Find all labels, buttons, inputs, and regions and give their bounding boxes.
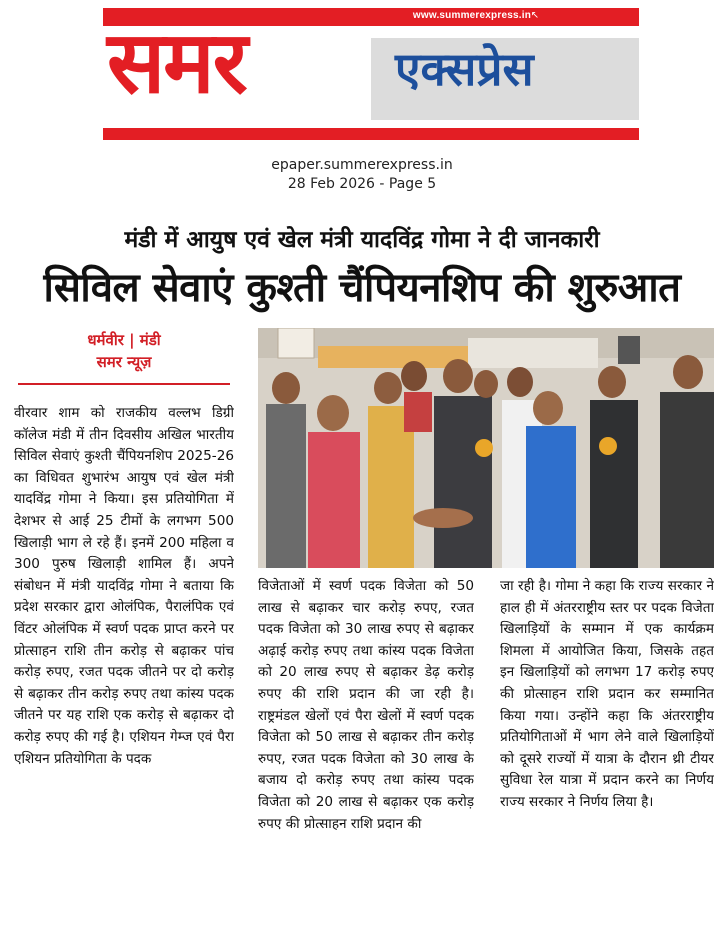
ceremony-photo: [258, 328, 714, 568]
masthead-title-main: समर: [107, 13, 246, 113]
masthead-url[interactable]: www.summerexpress.in: [412, 10, 531, 21]
article-column-3: जा रही है। गोमा ने कहा कि राज्य सरकार ने हाल ही में अंतरराष्ट्रीय स्तर पर पदक विजेता खिलाड़ियों के सम्मान में एक कार्यक्रम शिमला में आयोजित किया, जिसके तहत इन खिलाड़ियों को लगभग 17 करोड़ रुपए की प्रोत्साहन राशि प्रदान कर सम्मानित किया गया। उन्होंने कहा कि अंतरराष्ट्रीय प्रतियोगिताओं में भाग लेने वाले खिलाड़ियों को दूसरे राज्यों में यात्रा के दौरान थ्री टीयर सुविधा रेल यात्रा में प्रदान करने का निर्णय राज्य सरकार ने निर्णय लिया है।: [500, 578, 714, 810]
article-column-2: विजेताओं में स्वर्ण पदक विजेता को 50 लाख से बढ़ाकर चार करोड़ रुपए, रजत पदक विजेता को 30 लाख रुपए से बढ़ाकर अढ़ाई करोड़ रुपए तथा कांस्य पदक विजेता को 20 लाख रुपए से बढ़ाकर डेढ़ करोड़ रुपए की राशि प्रदान की जा रही है। राष्ट्रमंडल खेलों एवं पैरा खेलों में स्वर्ण पदक विजेता को 50 लाख से बढ़ाकर तीन करोड़ रुपए, रजत पदक विजेता को 30 लाख के बजाय दो करोड़ रुपए तथा कांस्य पदक विजेता को 20 लाख से बढ़ाकर एक करोड़ रुपए की प्रोत्साहन राशि प्रदान की: [258, 578, 474, 832]
article-subheadline: मंडी में आयुष एवं खेल मंत्री यादविंद्र गोमा ने दी जानकारी: [124, 227, 600, 253]
byline-author: धर्मवीर | मंडी: [87, 331, 161, 349]
byline-agency: समर न्यूज़: [96, 353, 152, 371]
article-column-1: वीरवार शाम को राजकीय वल्लभ डिग्री कॉलेज मंडी में तीन दिवसीय अखिल भारतीय सिविल सेवाएं कुश्ती चैंपियनशिप 2025-26 का विधिवत शुभारंभ आयुष एवं खेल मंत्री यादविंद्र गोमा ने किया। इस प्रतियोगिता में देशभर से आई 25 टीमों के लगभग 500 खिलाड़ी भाग ले रहे हैं। इनमें 200 महिला व 300 पुरुष खिलाड़ी शामिल हैं। अपने संबोधन में मंत्री यादविंद्र गोमा ने बताया कि प्रदेश सरकार द्वारा ओलंपिक, पैरालंपिक एवं विंटर ओलंपिक में स्वर्ण पदक प्राप्त करने पर प्रोत्साहन राशि तीन करोड़ से बढ़ाकर पांच करोड़ रुपए, रजत पदक जीतने पर दो करोड़ से बढ़ाकर तीन करोड़ रुपए तथा कांस्य पदक जीतने पर यह राशि एक करोड़ से बढ़ाकर दो करोड़ रुपए की गई है। एशियन गेम्ज एवं पैरा एशियन प्रतियोगिता के पदक: [14, 405, 234, 767]
article-headline: सिविल सेवाएं कुश्ती चैंपियनशिप की शुरुआत: [43, 265, 681, 311]
cursor-icon: ↖: [530, 10, 539, 21]
byline: [18, 330, 230, 372]
masthead-bottom-bar: [103, 128, 639, 140]
masthead-title-sub: एक्सप्रेस: [395, 42, 534, 96]
edition-date-page: 28 Feb 2026 - Page 5: [287, 176, 437, 192]
article-photo: [258, 328, 714, 568]
byline-divider: [18, 383, 230, 385]
epaper-url[interactable]: epaper.summerexpress.in: [271, 157, 453, 173]
masthead-logo: [103, 8, 639, 140]
